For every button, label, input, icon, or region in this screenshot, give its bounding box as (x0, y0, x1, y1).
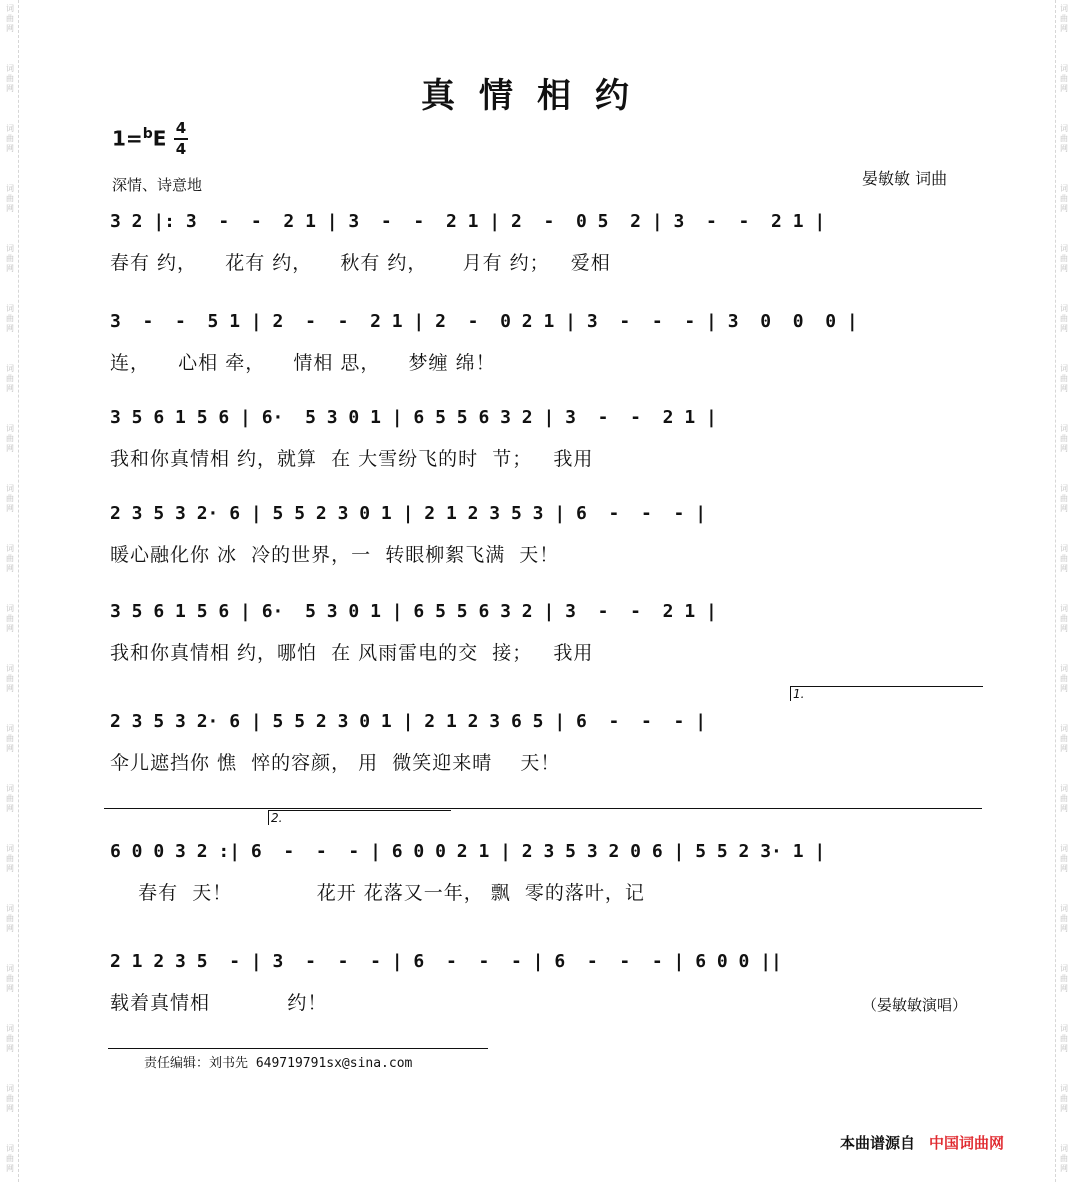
key-signature: 1=$^b$E (112, 126, 167, 151)
time-signature: 4 4 (175, 119, 187, 158)
watermark-glyphs: 词 曲 网 (6, 904, 14, 933)
watermark-glyphs: 词 曲 网 (1060, 784, 1068, 813)
watermark-glyphs: 词 曲 网 (6, 64, 14, 93)
notes-line: 2 3 5 3 2· 6 | 5 5 2 3 0 1 | 2 1 2 3 6 5 | 6 - - - | (110, 711, 707, 732)
watermark-glyphs: 词 曲 网 (1060, 304, 1068, 333)
watermark-glyphs: 词 曲 网 (1060, 844, 1068, 873)
watermark-glyphs: 词 曲 网 (1060, 664, 1068, 693)
tempo-marking: 深情、诗意地 (112, 176, 203, 194)
watermark-glyphs: 词 曲 网 (1060, 64, 1068, 93)
volta-bracket-1: 1. (790, 686, 983, 701)
watermark-glyphs: 词 曲 网 (6, 844, 14, 873)
footer-rule (108, 1048, 488, 1049)
watermark-glyphs: 词 曲 网 (6, 604, 14, 633)
watermark-glyphs: 词 曲 网 (6, 964, 14, 993)
watermark-glyphs: 词 曲 网 (1060, 904, 1068, 933)
watermark-glyphs: 词 曲 网 (1060, 544, 1068, 573)
watermark-glyphs: 词 曲 网 (1060, 364, 1068, 393)
watermark-glyphs: 词 曲 网 (1060, 424, 1068, 453)
watermark-glyphs: 词 曲 网 (6, 724, 14, 753)
lyrics-line: 我和你真情相 约，就算 在 大雪纷飞的时 节； 我用 (110, 448, 594, 470)
notes-line: 3 2 |: 3 - - 2 1 | 3 - - 2 1 | 2 - 0 5 2 | 3 - - 2 1 | (110, 211, 826, 232)
editor-credit: 责任编辑：刘书先 649719791sx@sina.com (144, 1056, 413, 1071)
notes-line: 3 5 6 1 5 6 | 6· 5 3 0 1 | 6 5 5 6 3 2 | 3 - - 2 1 | (110, 407, 717, 428)
watermark-glyphs: 词 曲 网 (1060, 1144, 1068, 1173)
watermark-glyphs: 词 曲 网 (6, 664, 14, 693)
watermark-glyphs: 词 曲 网 (1060, 244, 1068, 273)
watermark-glyphs: 词 曲 网 (1060, 124, 1068, 153)
lyrics-line: 连， 心相 牵， 情相 思， 梦缠 绵！ (110, 352, 496, 374)
performer-credit: （晏敏敏演唱） (862, 996, 968, 1014)
watermark-glyphs: 词 曲 网 (1060, 1084, 1068, 1113)
watermark-glyphs: 词 曲 网 (6, 424, 14, 453)
right-margin-strip (1055, 0, 1072, 1182)
watermark-glyphs: 词 曲 网 (1060, 964, 1068, 993)
watermark-glyphs: 词 曲 网 (1060, 1024, 1068, 1053)
source-site-link[interactable]: 中国词曲网 (929, 1134, 1005, 1152)
watermark-glyphs: 词 曲 网 (6, 244, 14, 273)
watermark-glyphs: 词 曲 网 (6, 1084, 14, 1113)
watermark-glyphs: 词 曲 网 (6, 544, 14, 573)
watermark-glyphs: 词 曲 网 (6, 364, 14, 393)
lyrics-line: 我和你真情相 约，哪怕 在 风雨雷电的交 接； 我用 (110, 642, 594, 664)
notes-line: 6 0 0 3 2 :| 6 - - - | 6 0 0 2 1 | 2 3 5 3 2 0 6 | 5 5 2 3· 1 | (110, 841, 826, 862)
watermark-glyphs: 词 曲 网 (1060, 724, 1068, 753)
song-title: 真情相约 (421, 76, 653, 116)
watermark-glyphs: 词 曲 网 (6, 304, 14, 333)
lyrics-line: 载着真情相 约！ (110, 992, 328, 1014)
lyrics-line: 春有 天！ 花开 花落又一年， 飘 零的落叶，记 (110, 882, 645, 904)
notes-line: 2 1 2 3 5 - | 3 - - - | 6 - - - | 6 - - - | 6 0 0 || (110, 951, 782, 972)
left-margin-strip (2, 0, 19, 1182)
watermark-glyphs: 词 曲 网 (1060, 604, 1068, 633)
watermark-glyphs: 词 曲 网 (1060, 484, 1068, 513)
notes-line: 2 3 5 3 2· 6 | 5 5 2 3 0 1 | 2 1 2 3 5 3 | 6 - - - | (110, 503, 707, 524)
watermark-glyphs: 词 曲 网 (6, 1144, 14, 1173)
watermark-glyphs: 词 曲 网 (1060, 184, 1068, 213)
watermark-glyphs: 词 曲 网 (6, 124, 14, 153)
lyrics-line: 暖心融化你 冰 冷的世界，一 转眼柳絮飞满 天！ (110, 544, 560, 566)
notes-line: 3 5 6 1 5 6 | 6· 5 3 0 1 | 6 5 5 6 3 2 | 3 - - 2 1 | (110, 601, 717, 622)
source-credit (840, 1132, 1004, 1153)
watermark-glyphs: 词 曲 网 (6, 4, 14, 33)
notes-line: 3 - - 5 1 | 2 - - 2 1 | 2 - 0 2 1 | 3 - - - | 3 0 0 0 | (110, 311, 858, 332)
watermark-glyphs: 词 曲 网 (6, 1024, 14, 1053)
volta-bracket-2: 2. (268, 810, 451, 825)
lyrics-line: 伞儿遮挡你 憔 悴的容颜， 用 微笑迎来晴 天！ (110, 752, 561, 774)
watermark-glyphs: 词 曲 网 (6, 784, 14, 813)
lyrics-line: 春有 约， 花有 约， 秋有 约， 月有 约； 爱相 (110, 252, 611, 274)
watermark-glyphs: 词 曲 网 (6, 184, 14, 213)
author-credit: 晏敏敏 词曲 (862, 169, 948, 188)
watermark-glyphs: 词 曲 网 (6, 484, 14, 513)
watermark-glyphs: 词 曲 网 (1060, 4, 1068, 33)
source-label: 本曲谱源自 (840, 1134, 916, 1152)
system-divider (104, 808, 982, 809)
